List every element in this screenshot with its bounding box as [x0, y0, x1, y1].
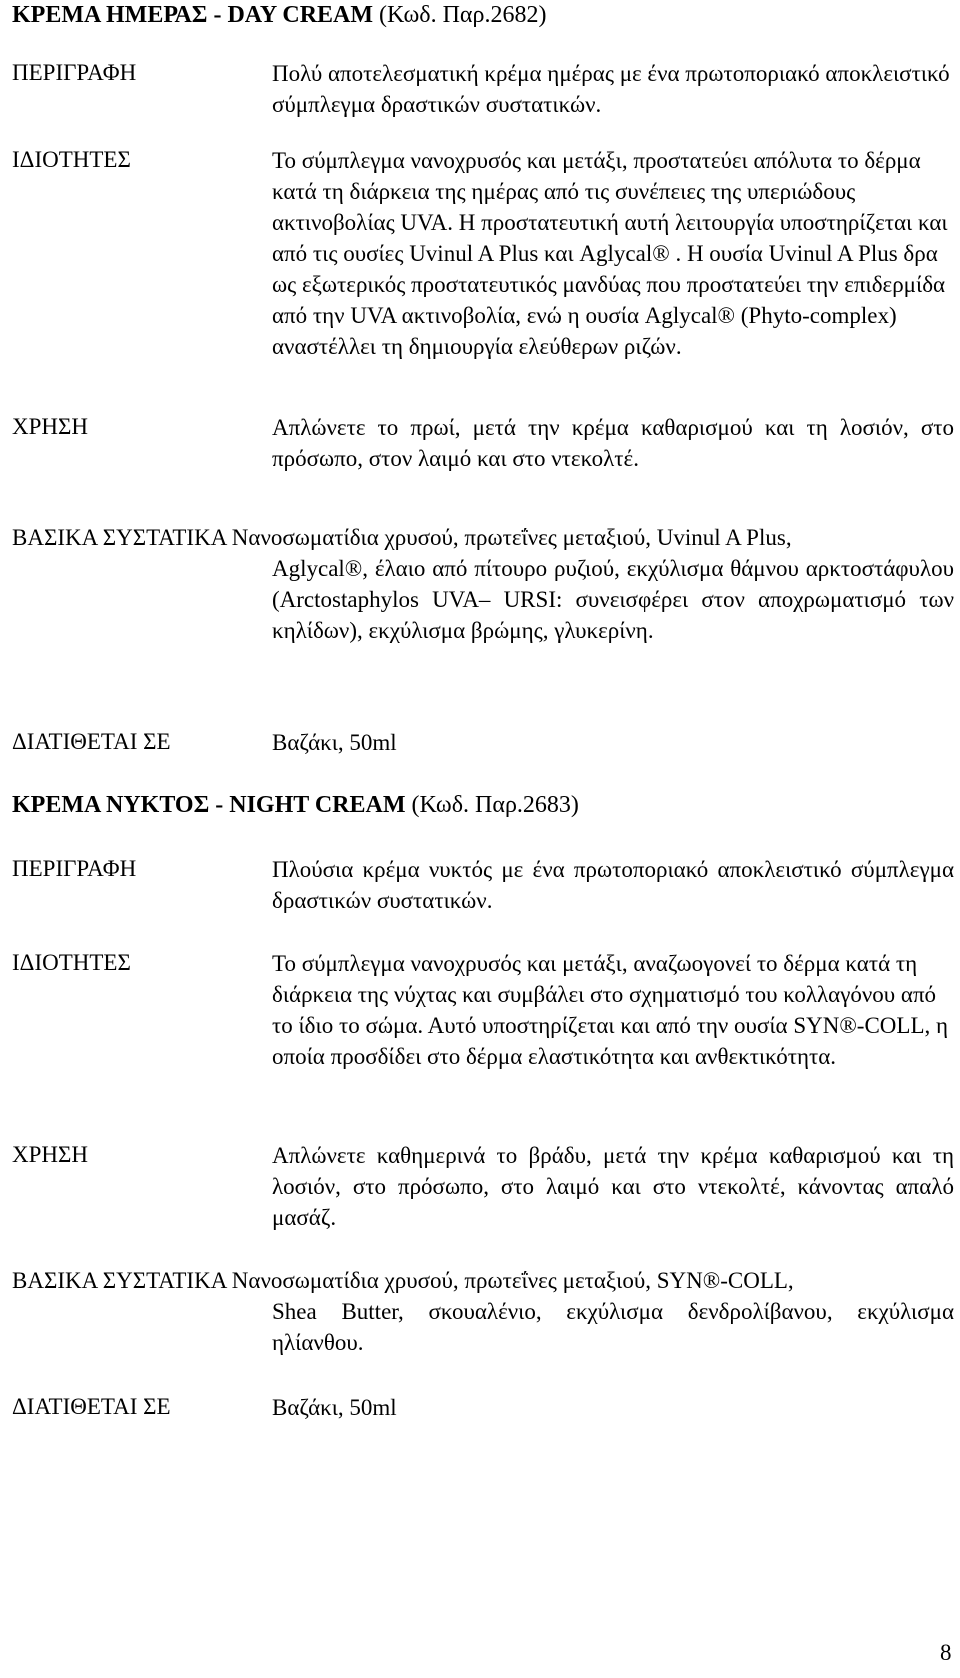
day-availability-text: Βαζάκι, 50ml	[272, 730, 397, 755]
day-description-text: Πολύ αποτελεσματική κρέμα ημέρας με ένα πρωτοποριακό αποκλειστικό σύμπλεγμα δραστικών συστατικών.	[272, 61, 950, 117]
day-ingredients	[12, 522, 954, 646]
page-number: 8	[940, 1640, 952, 1665]
day-cream-title-code: (Κωδ. Παρ.2682)	[373, 2, 547, 28]
night-cream-title-name: ΚΡΕΜΑ ΝΥΚΤΟΣ - NIGHT CREAM	[12, 792, 406, 818]
day-properties-label: ΙΔΙΟΤΗΤΕΣ	[12, 147, 131, 172]
day-availability-label: ΔΙΑΤΙΘΕΤΑΙ ΣΕ	[12, 729, 171, 754]
night-ingredients-rest: Shea Butter, σκουαλένιο, εκχύλισμα δενδρολίβανου, εκχύλισμα ηλίανθου.	[272, 1299, 954, 1355]
night-description-label: ΠΕΡΙΓΡΑΦΗ	[12, 856, 137, 881]
day-cream-title	[12, 0, 546, 30]
night-ingredients-label: ΒΑΣΙΚΑ ΣΥΣΤΑΤΙΚΑ	[12, 1268, 227, 1293]
night-properties-label: ΙΔΙΟΤΗΤΕΣ	[12, 950, 131, 975]
night-properties-text: Το σύμπλεγμα νανοχρυσός και μετάξι, αναζωογονεί το δέρμα κατά τη διάρκεια της νύχτας και συμβάλει στο σχηματισμό του κολλαγόνου από το ίδιο το σώμα. Αυτό υποστηρίζεται και από την ουσία SYN®-COLL, η οποία προσδίδει στο δέρμα ελαστικότητα και ανθεκτικότητα.	[272, 951, 949, 1069]
day-ingredients-first-line: Νανοσωματίδια χρυσού, πρωτεΐνες μεταξιού, Uvinul A Plus,	[231, 525, 792, 550]
day-usage-label: ΧΡΗΣΗ	[12, 414, 89, 439]
night-cream-title-code: (Κωδ. Παρ.2683)	[405, 792, 579, 818]
day-properties-text: Το σύμπλεγμα νανοχρυσός και μετάξι, προστατεύει απόλυτα το δέρμα κατά τη διάρκεια της ημέρας από τις συνέπειες της υπεριώδους ακτινοβολίας UVA. Η προστατευτική αυτή λειτουργία υποστηρίζεται και από τις ουσίες Uvinul A Plus και Aglycal® . Η ουσία Uvinul A Plus δρα ως εξωτερικός προστατευτικός μανδύας που προστατεύει την επιδερμίδα από την UVA ακτινοβολία, ενώ η ουσία Aglycal® (Phyto-complex) αναστέλλει τη δημιουργία ελεύθερων ριζών.	[272, 148, 948, 359]
night-ingredients-first-line: Νανοσωματίδια χρυσού, πρωτεΐνες μεταξιού, SYN®-COLL,	[231, 1268, 794, 1293]
night-availability-label: ΔΙΑΤΙΘΕΤΑΙ ΣΕ	[12, 1394, 171, 1419]
night-description-text: Πλούσια κρέμα νυκτός με ένα πρωτοποριακό αποκλειστικό σύμπλεγμα δραστικών συστατικών.	[272, 857, 954, 913]
day-ingredients-label: ΒΑΣΙΚΑ ΣΥΣΤΑΤΙΚΑ	[12, 525, 227, 550]
night-usage-text: Απλώνετε καθημερινά το βράδυ, μετά την κρέμα καθαρισμού και τη λοσιόν, στο πρόσωπο, στο λαιμό και στο ντεκολτέ, κάνοντας απαλό μασάζ.	[272, 1143, 954, 1230]
night-usage-label: ΧΡΗΣΗ	[12, 1142, 89, 1167]
day-usage-text: Απλώνετε το πρωί, μετά την κρέμα καθαρισμού και τη λοσιόν, στο πρόσωπο, στον λαιμό και στο ντεκολτέ.	[272, 415, 954, 471]
night-ingredients	[12, 1265, 954, 1358]
day-description-label: ΠΕΡΙΓΡΑΦΗ	[12, 60, 137, 85]
night-cream-title	[12, 790, 579, 820]
day-cream-title-name: ΚΡΕΜΑ ΗΜΕΡΑΣ - DAY CREAM	[12, 2, 374, 28]
day-ingredients-rest: Aglycal®, έλαιο από πίτουρο ρυζιού, εκχύλισμα θάμνου αρκτοστάφυλου (Arctostaphylos UVA– URSI: συνεισφέρει στον αποχρωματισμό των κηλίδων), εκχύλισμα βρώμης, γλυκερίνη.	[272, 556, 954, 643]
night-availability-text: Βαζάκι, 50ml	[272, 1395, 397, 1420]
